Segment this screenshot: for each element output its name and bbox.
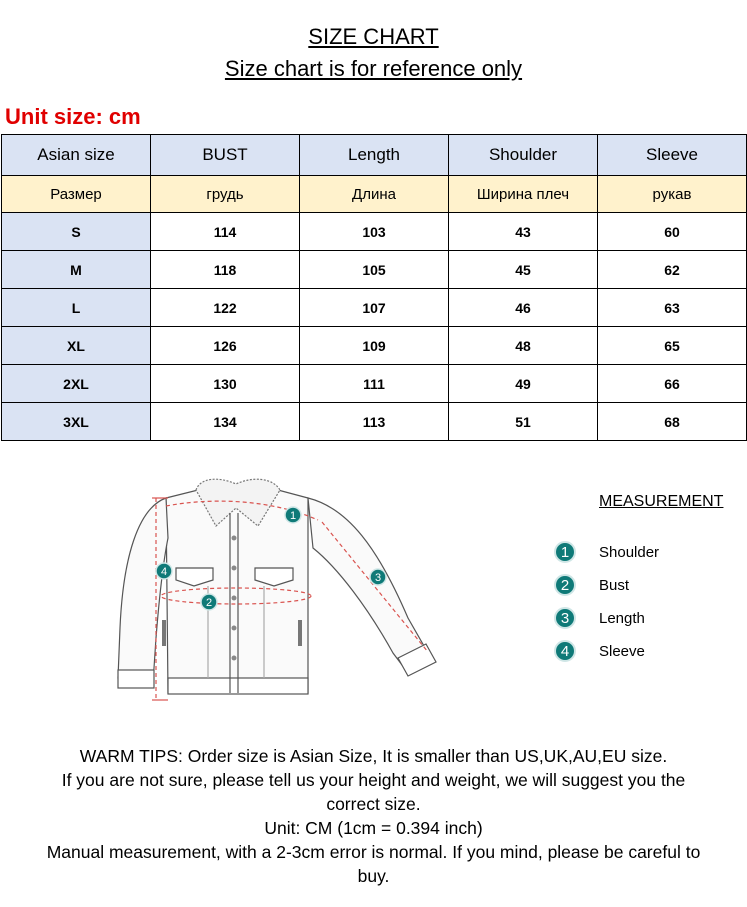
legend-item-sleeve: [554, 638, 645, 664]
size-cell: S: [2, 213, 151, 251]
marker-2-label: 2: [205, 597, 213, 609]
size-table: [1, 134, 747, 441]
button: [232, 566, 237, 571]
unit-label: Unit size: cm: [5, 104, 141, 129]
header-row-ru: [2, 176, 747, 213]
table-cell: 126: [151, 327, 300, 365]
marker-1-label: 1: [289, 510, 297, 522]
size-cell: 2XL: [2, 365, 151, 403]
tip-line: If you are not sure, please tell us your height and weight, we will suggest you the: [61, 770, 686, 790]
table-row: [2, 403, 747, 441]
table-cell: 46: [449, 289, 598, 327]
legend-item-bust: [554, 572, 629, 598]
tip-line: buy.: [357, 866, 390, 886]
table-row: [2, 251, 747, 289]
table-cell: 43: [449, 213, 598, 251]
table-row: [2, 365, 747, 403]
table-cell: 45: [449, 251, 598, 289]
table-cell: 114: [151, 213, 300, 251]
table-row: [2, 327, 747, 365]
header-cell: Length: [300, 135, 449, 176]
tip-line: correct size.: [326, 794, 421, 814]
button: [232, 596, 237, 601]
table-row: [2, 289, 747, 327]
header-cell: Sleeve: [598, 135, 747, 176]
legend-label: Shoulder: [599, 543, 660, 561]
table-cell: 122: [151, 289, 300, 327]
tip-line: Manual measurement, with a 2-3cm error is normal. If you mind, please be careful to: [46, 842, 701, 862]
side-pocket: [298, 620, 302, 646]
table-cell: 48: [449, 327, 598, 365]
table-cell: 66: [598, 365, 747, 403]
header-cell: Длина: [300, 176, 449, 213]
table-cell: 68: [598, 403, 747, 441]
marker-3-label: 3: [374, 572, 382, 584]
button: [232, 626, 237, 631]
table-cell: 49: [449, 365, 598, 403]
side-pocket: [162, 620, 166, 646]
warm-tips: [0, 744, 747, 888]
measurement-title: MEASUREMENT: [599, 493, 724, 510]
table-cell: 62: [598, 251, 747, 289]
header-row-en: [2, 135, 747, 176]
size-cell: 3XL: [2, 403, 151, 441]
marker-4-label: 4: [160, 566, 168, 578]
jacket-diagram: [108, 468, 448, 718]
legend-label: Length: [599, 609, 645, 627]
table-cell: 103: [300, 213, 449, 251]
number-4-icon: 4: [554, 640, 576, 662]
number-3-icon: 3: [554, 607, 576, 629]
button: [232, 536, 237, 541]
header-cell: Asian size: [2, 135, 151, 176]
size-cell: XL: [2, 327, 151, 365]
header-cell: рукав: [598, 176, 747, 213]
legend-item-shoulder: [554, 539, 659, 565]
number-1-icon: 1: [554, 541, 576, 563]
table-cell: 60: [598, 213, 747, 251]
table-row: [2, 213, 747, 251]
button: [232, 656, 237, 661]
header-cell: грудь: [151, 176, 300, 213]
table-cell: 130: [151, 365, 300, 403]
table-cell: 63: [598, 289, 747, 327]
table-cell: 118: [151, 251, 300, 289]
legend-label: Bust: [599, 576, 630, 594]
number-2-icon: 2: [554, 574, 576, 596]
table-cell: 113: [300, 403, 449, 441]
legend-label: Sleeve: [599, 642, 645, 660]
left-sleeve: [118, 498, 168, 683]
page-subtitle: Size chart is for reference only: [224, 56, 523, 81]
tip-line: Unit: CM (1cm = 0.394 inch): [264, 818, 483, 838]
table-cell: 65: [598, 327, 747, 365]
page-title: SIZE CHART: [308, 24, 439, 49]
size-cell: L: [2, 289, 151, 327]
header-cell: Ширина плеч: [449, 176, 598, 213]
table-cell: 107: [300, 289, 449, 327]
right-sleeve: [308, 498, 428, 673]
header-cell: BUST: [151, 135, 300, 176]
tip-line: WARM TIPS: Order size is Asian Size, It is smaller than US,UK,AU,EU size.: [79, 746, 668, 766]
left-cuff: [118, 670, 154, 688]
header-cell: Размер: [2, 176, 151, 213]
table-cell: 134: [151, 403, 300, 441]
table-cell: 111: [300, 365, 449, 403]
header-cell: Shoulder: [449, 135, 598, 176]
table-cell: 109: [300, 327, 449, 365]
size-cell: M: [2, 251, 151, 289]
legend-item-length: [554, 605, 645, 631]
table-cell: 105: [300, 251, 449, 289]
table-cell: 51: [449, 403, 598, 441]
